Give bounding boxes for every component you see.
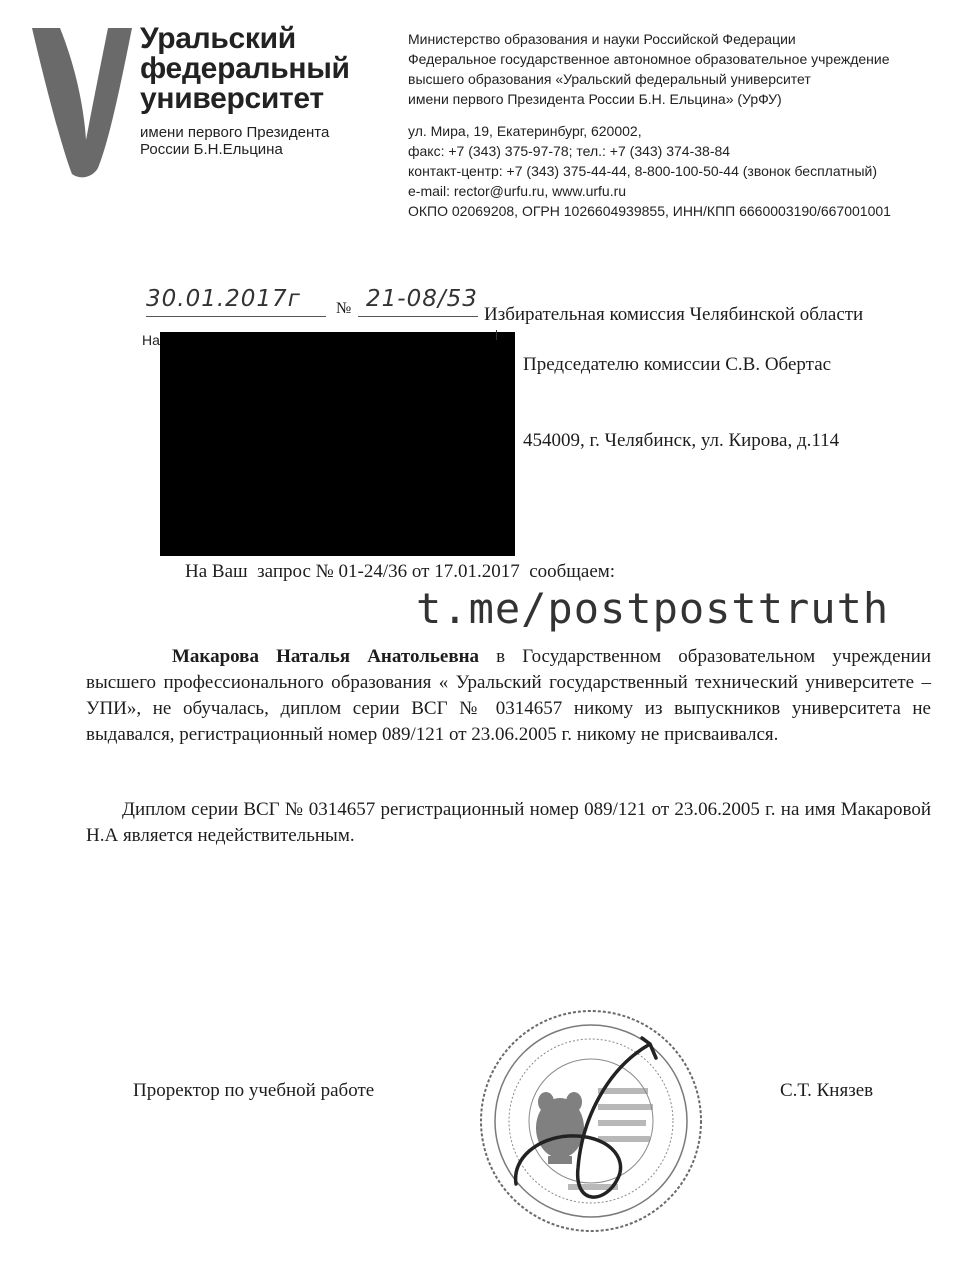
recipient-name: Председателю комиссии С.В. Обертас [523,354,832,375]
university-requisites [408,29,968,221]
redaction-tick [496,330,497,340]
requisite-line: имени первого Президента России Б.Н. Ельцина» (УрФУ) [408,91,782,107]
paragraph-text: в Государственном образовательном учреждении высшего профессионального образования « Уральский государственный технический университете – УПИ», не обучалась, диплом серии ВСГ № 0314657 никому из выпускников университета не выдавался, регистрационный номер 089/121 от 23.06.2005 г. никому не присваивался. [86,646,932,745]
signatory-name: С.Т. Князев [780,1080,874,1101]
requisite-line: факс: +7 (343) 375-97-78; тел.: +7 (343) 374-38-84 [408,143,731,159]
logo-line: университет [140,82,324,115]
body-paragraph-1 [86,644,931,748]
urfu-logo-icon [32,28,132,180]
paragraph-text: Диплом серии ВСГ № 0314657 регистрационный номер 089/121 от 23.06.2005 г. на имя Макаровой Н.А является недействительным. [86,799,931,846]
signatory-title: Проректор по учебной работе [133,1080,375,1101]
watermark-text: t.me/postposttruth [416,584,890,633]
official-stamp-icon [478,1008,704,1234]
reference-stub: На [142,332,160,348]
logo-subtitle: имени первого Президента [140,124,330,141]
letter-date: 30.01.2017г [146,286,301,312]
requisite-line: e-mail: rector@urfu.ru, www.urfu.ru [408,183,627,199]
logo-line: Уральский [140,22,296,55]
recipient-address: 454009, г. Челябинск, ул. Кирова, д.114 [523,430,840,451]
logo-line: федеральный [140,52,350,85]
logo-subtitle: России Б.Н.Ельцина [140,141,283,158]
date-underline [146,316,326,317]
number-sign: № [336,300,352,317]
requisite-line: ОКПО 02069208, ОГРН 1026604939855, ИНН/КПП 6660003190/667001001 [408,203,891,219]
requisite-line: Министерство образования и науки Российской Федерации [408,31,796,47]
requisite-line: контакт-центр: +7 (343) 375-44-44, 8-800-100-50-44 (звонок бесплатный) [408,163,878,179]
requisite-line: ул. Мира, 19, Екатеринбург, 620002, [408,123,642,139]
university-name [140,24,380,158]
requisite-line: высшего образования «Уральский федеральный университет [408,71,811,87]
redaction-block [160,332,515,556]
recipient-organization: Избирательная комиссия Челябинской области [484,304,864,325]
person-name: Макарова Наталья Анатольевна [172,646,480,667]
number-underline [358,316,478,317]
body-paragraph-2 [86,797,931,849]
letter-number: 21-08/53 [366,286,478,312]
requisite-line: Федеральное государственное автономное образовательное учреждение [408,51,890,67]
query-reference: На Ваш запрос № 01-24/36 от 17.01.2017 сообщаем: [185,561,616,582]
